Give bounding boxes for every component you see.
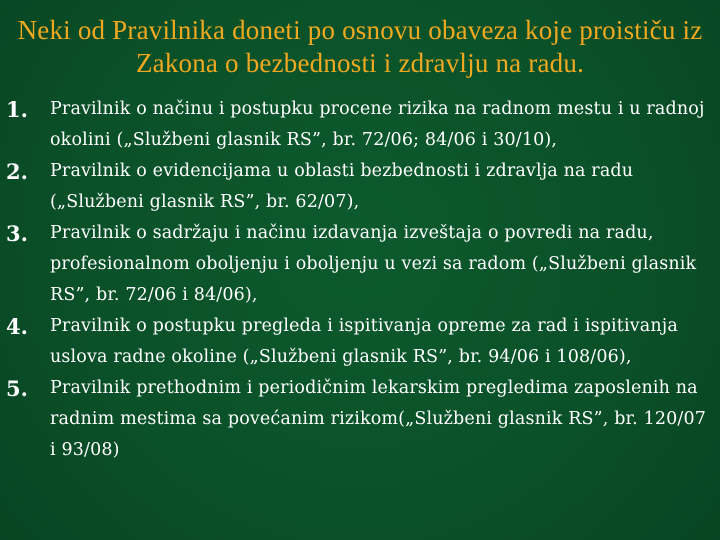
regulations-list <box>6 94 712 466</box>
list-item-number: 3. <box>6 221 28 246</box>
list-item <box>6 156 712 218</box>
list-item <box>6 218 712 311</box>
list-item-number: 4. <box>6 314 28 339</box>
list-item <box>6 373 712 466</box>
slide-title: Neki od Pravilnika doneti po osnovu obaveza koje proističu iz Zakona o bezbednosti i zdravlju na radu. <box>17 15 703 78</box>
list-item-text: Pravilnik prethodnim i periodičnim lekarskim pregledima zaposlenih na radnim mestima sa povećanim rizikom(„Službeni glasnik RS”, br. 120/07 i 93/08) <box>50 378 707 460</box>
list-item-text: Pravilnik o načinu i postupku procene rizika na radnom mestu i u radnoj okolini („Službeni glasnik RS”, br. 72/06; 84/06 i 30/10), <box>50 99 705 150</box>
list-item-number: 1. <box>6 97 28 122</box>
list-item <box>6 311 712 373</box>
list-item-text: Pravilnik o sadržaju i načinu izdavanja izveštaja o povredi na radu, profesionalnom oboljenju i oboljenju u vezi sa radom („Službeni glasnik RS”, br. 72/06 i 84/06), <box>50 223 697 305</box>
list-item-number: 5. <box>6 376 28 401</box>
list-item-text: Pravilnik o postupku pregleda i ispitivanja opreme za rad i ispitivanja uslova radne okoline („Službeni glasnik RS”, br. 94/06 i 108/06), <box>50 316 678 367</box>
list-item <box>6 94 712 156</box>
list-item-text: Pravilnik o evidencijama u oblasti bezbednosti i zdravlja na radu („Službeni glasnik RS”, br. 62/07), <box>50 161 634 212</box>
list-item-number: 2. <box>6 159 28 184</box>
